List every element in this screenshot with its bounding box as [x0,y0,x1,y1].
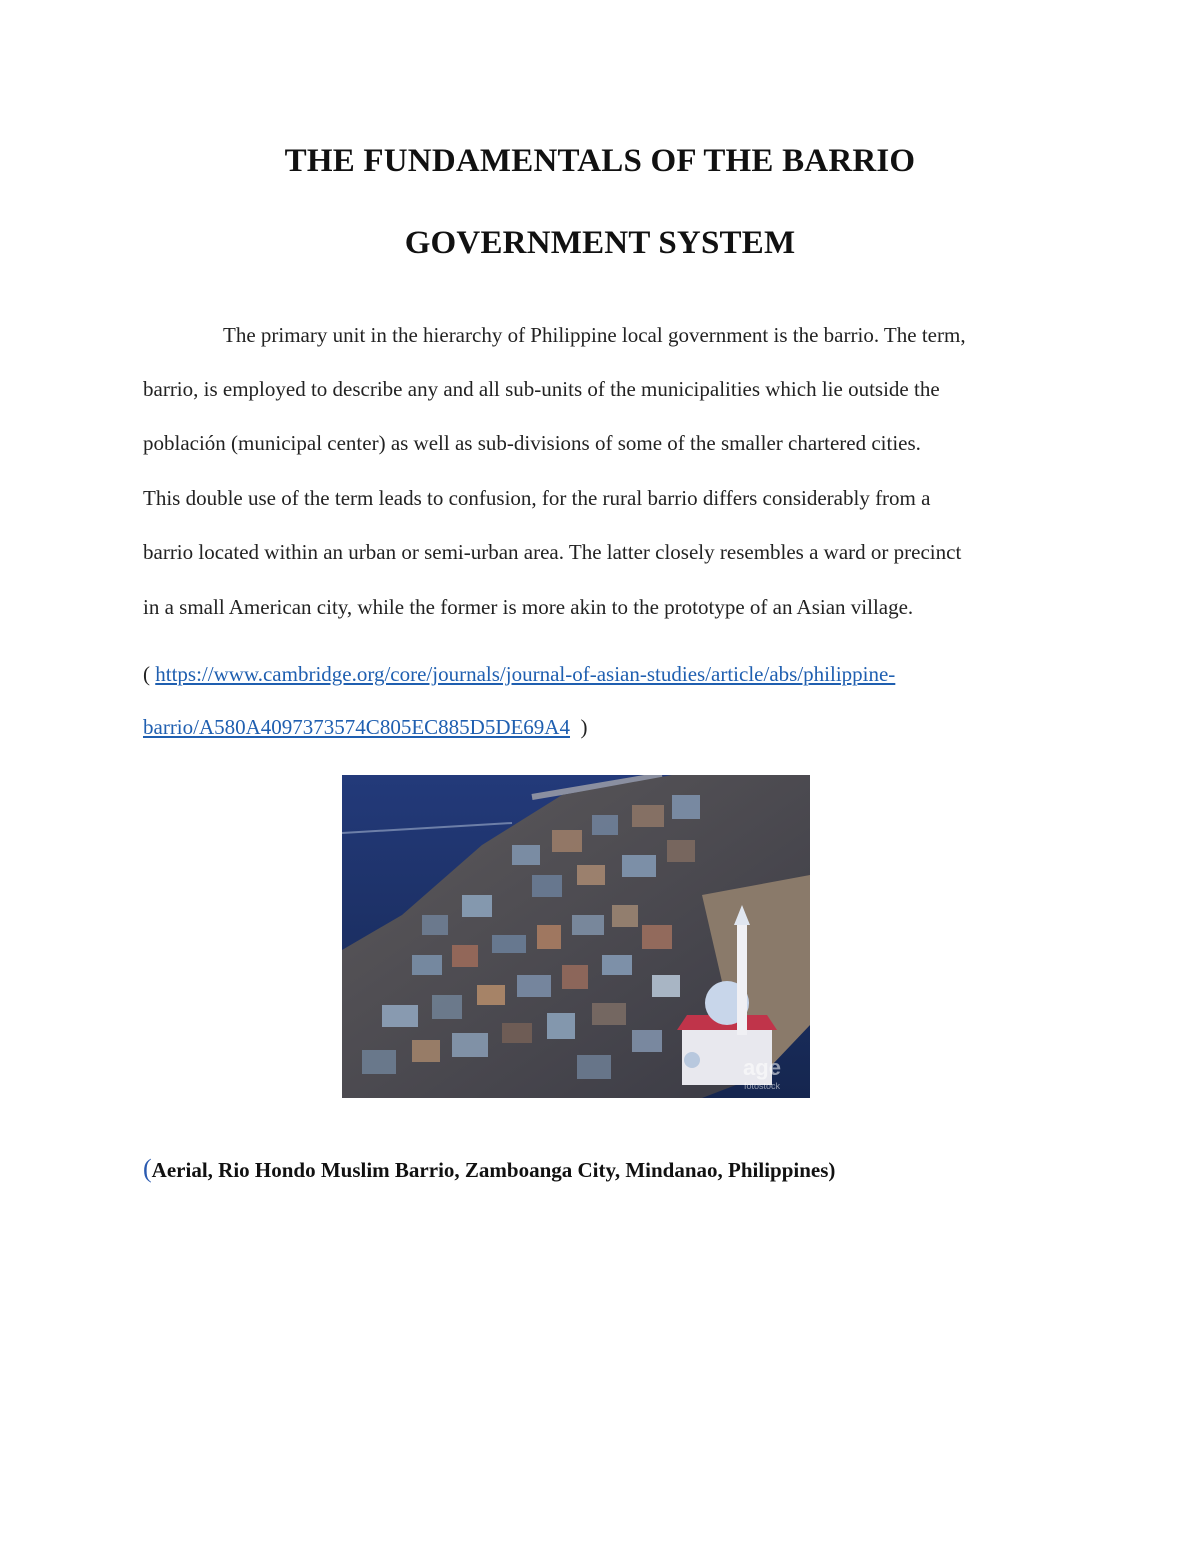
paragraph-line-5: barrio located within an urban or semi-urban area. The latter closely resembles a ward or precinct [143,540,962,564]
paragraph-line-3: población (municipal center) as well as sub-divisions of some of the smaller chartered cities. [143,431,921,455]
caption-text: Aerial, Rio Hondo Muslim Barrio, Zamboanga City, Mindanao, Philippines) [151,1158,836,1182]
watermark-text: age [743,1055,781,1080]
paragraph-line-4: This double use of the term leads to confusion, for the rural barrio differs considerably from a [143,486,931,510]
document-title-line-2: GOVERNMENT SYSTEM [404,225,796,261]
citation-link-part-1[interactable]: https://www.cambridge.org/core/journals/journal-of-asian-studies/article/abs/philippine- [155,662,896,686]
photo-caption [143,1154,835,1184]
paragraph-line-2: barrio, is employed to describe any and all sub-units of the municipalities which lie outside the [143,377,940,401]
citation-line-2 [143,714,1063,741]
document-title-line-1: THE FUNDAMENTALS OF THE BARRIO [284,143,916,179]
citation-close-paren: ) [569,715,588,739]
caption-open-paren: ( [143,1154,152,1183]
citation-link-part-2[interactable]: barrio/A580A4097373574C805EC885D5DE69A4 [143,715,570,739]
aerial-barrio-photo [342,775,810,1098]
paragraph-line-6: in a small American city, while the former is more akin to the prototype of an Asian village. [143,595,914,619]
citation-open-paren: ( [143,662,156,686]
watermark-subtext: fotostock [743,1081,781,1091]
citation-line-1 [143,661,1063,688]
aerial-photo-illustration [342,775,810,1098]
paragraph-line-1: The primary unit in the hierarchy of Philippine local government is the barrio. The term, [223,323,966,347]
